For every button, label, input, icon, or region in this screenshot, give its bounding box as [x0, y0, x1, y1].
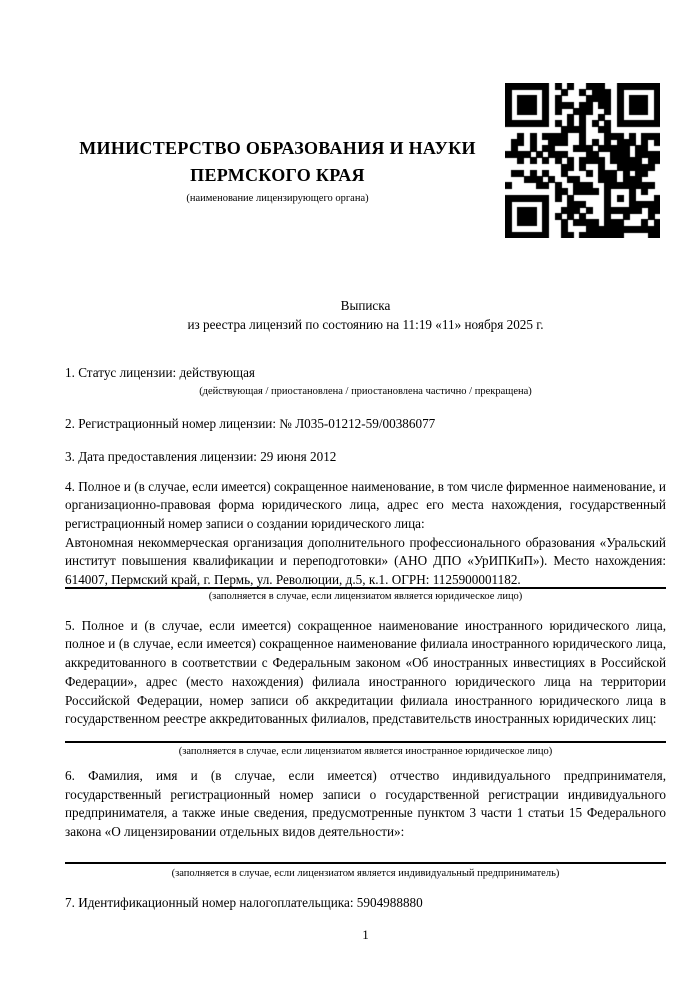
- individual-entrepreneur-clause-caption: (заполняется в случае, если лицензиатом является индивидуальный предприниматель): [171, 867, 560, 879]
- legal-entity-clause-caption: (заполняется в случае, если лицензиатом является юридическое лицо): [208, 590, 523, 602]
- qr-code: [505, 83, 660, 238]
- issuing-authority-block: [65, 135, 490, 205]
- license-status-line: 1. Статус лицензии: действующая: [65, 365, 256, 381]
- foreign-entity-clause-label: 5. Полное и (в случае, если имеется) сокращенное наименование иностранного юридического лица, полное и (в случае, если имеется) сокращенное наименование филиала иностранного юридического лица, аккредитованного в соответствии с Федеральным законом «Об иностранных инвестициях в Российской Федерации», адрес (место нахождения) филиала иностранного юридического лица на территории Российской Федерации, номер записи об аккредитации филиала иностранного юридического лица в государственном реестре аккредитованных филиалов, представительств иностранных юридических лиц:: [65, 617, 666, 727]
- fill-in-rule-foreign-entity: [65, 741, 666, 743]
- legal-entity-clause-value: Автономная некоммерческая организация дополнительного профессионального образования «Уральский институт повышения квалификации и переподготовки» (АНО ДПО «УрИПКиП»). Место нахождения: 614007, Пермский край, г. Пермь, ул. Революции, д.5, к.1. ОГРН: 1125900001182.: [65, 534, 666, 588]
- registration-number-line: 2. Регистрационный номер лицензии: № Л035-01212-59/00386077: [65, 416, 436, 432]
- legal-entity-clause-label: 4. Полное и (в случае, если имеется) сокращенное наименование, в том числе фирменное наименование, и организационно-правовая форма юридического лица, адрес его места нахождения, государственный регистрационный номер записи о создании юридического лица:: [65, 478, 666, 531]
- fill-in-rule-individual-entrepreneur: [65, 862, 666, 864]
- license-status-options-caption: (действующая / приостановлена / приостановлена частично / прекращена): [199, 386, 532, 398]
- document-title-block: [65, 297, 666, 334]
- taxpayer-id-line: 7. Идентификационный номер налогоплательщика: 5904988880: [65, 894, 423, 910]
- issuing-authority-caption: (наименование лицензирующего органа): [186, 193, 369, 204]
- foreign-entity-clause-caption: (заполняется в случае, если лицензиатом является иностранное юридическое лицо): [178, 745, 553, 757]
- ministry-name-line1: МИНИСТЕРСТВО ОБРАЗОВАНИЯ И НАУКИ: [79, 138, 476, 158]
- page-number: 1: [362, 927, 369, 943]
- document-subtitle-date: из реестра лицензий по состоянию на 11:19 «11» ноября 2025 г.: [187, 316, 544, 332]
- individual-entrepreneur-clause-label: 6. Фамилия, имя и (в случае, если имеется) отчество индивидуального предпринимателя, государственный регистрационный номер записи о государственной регистрации индивидуального предпринимателя, а также иные сведения, предусмотренные пунктом 3 части 1 статьи 15 Федерального закона «О лицензировании отдельных видов деятельности»:: [65, 767, 666, 840]
- ministry-name-line2: ПЕРМСКОГО КРАЯ: [190, 165, 365, 185]
- document-header: [65, 83, 666, 238]
- license-grant-date-line: 3. Дата предоставления лицензии: 29 июня 2012: [65, 448, 337, 464]
- qr-code-icon: [505, 83, 660, 238]
- document-title: Выписка: [340, 298, 391, 313]
